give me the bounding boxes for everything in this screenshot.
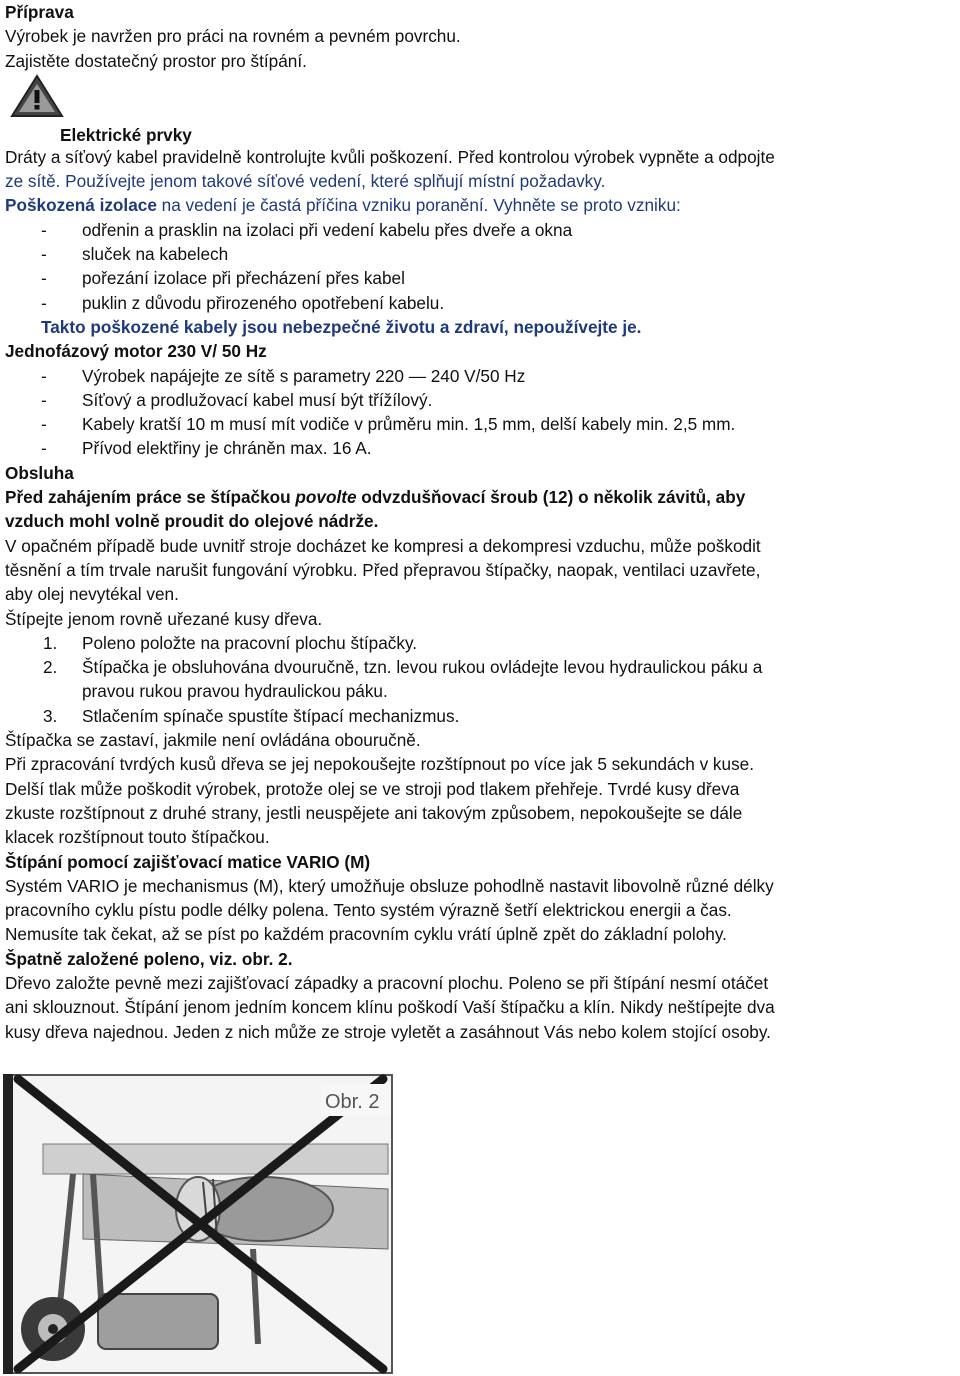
list-item: - sluček na kabelech [41, 244, 229, 265]
text-line: Dráty a síťový kabel pravidelně kontrolujte kvůli poškození. Před kontrolou výrobek vypněte a odpojte [5, 146, 775, 167]
numbered-step: pravou rukou pravou hydraulickou páku. [82, 681, 388, 702]
text-line: ani sklouznout. Štípání jenom jedním koncem klínu poškodí Vaší štípačku a klín. Nikdy neštípejte dva [5, 997, 775, 1018]
list-item: - Přívod elektřiny je chráněn max. 16 A. [41, 438, 372, 459]
bold-instruction: vzduch mohl volně proudit do olejové nádrže. [5, 511, 379, 532]
text-line: ze sítě. Používejte jenom takové síťové vedení, které splňují místní požadavky. [5, 171, 606, 192]
list-item: - pořezání izolace při přecházení přes kabel [41, 268, 405, 289]
text-line: V opačném případě bude uvnitř stroje docházet ke kompresi a dekompresi vzduchu, může poškodit [5, 535, 761, 556]
izolace-line [5, 193, 955, 217]
numbered-step: 1. Poleno položte na pracovní plochu štípačky. [43, 632, 418, 653]
text-line: zkuste rozštípnout z druhé strany, jestli neuspějete ani takovým způsobem, nepokoušejte se dále [5, 802, 743, 823]
bold-instruction: Před zahájením práce se štípačkou povolte odvzdušňovací šroub (12) o několik závitů, aby [5, 487, 746, 508]
text-line: Štípejte jenom rovně uřezané kusy dřeva. [5, 608, 323, 629]
list-item: - puklin z důvodu přirozeného opotřebení kabelu. [41, 292, 445, 313]
numbered-step: 3. Stlačením spínače spustíte štípací mechanizmus. [43, 705, 460, 726]
izolace-bold: Poškozená izolace [5, 195, 157, 216]
text-line: Dřevo založte pevně mezi zajišťovací západky a pracovní plochu. Poleno se při štípání nesmí otáčet [5, 972, 769, 993]
list-item: - Kabely kratší 10 m musí mít vodiče v průměru min. 1,5 mm, delší kabely min. 2,5 mm. [41, 414, 736, 435]
text-line: klacek rozštípnout touto štípačkou. [5, 827, 270, 848]
text-line: Výrobek je navržen pro práci na rovném a pevném povrchu. [5, 26, 461, 47]
wood-splitter-figure [3, 1074, 393, 1374]
danger-warning: Takto poškozené kabely jsou nebezpečné životu a zdraví, nepoužívejte je. [41, 316, 642, 337]
numbered-step: 2. Štípačka je obsluhována dvouručně, tzn. levou rukou ovládejte levou hydraulickou páku a [43, 657, 763, 678]
section-heading-electrical: Elektrické prvky [60, 124, 192, 145]
section-heading-motor: Jednofázový motor 230 V/ 50 Hz [5, 341, 267, 362]
section-heading-obsluha: Obsluha [5, 462, 74, 483]
text-line: těsnění a tím trvale narušit fungování výrobku. Před přepravou štípačky, naopak, ventilaci uzavřete, [5, 559, 761, 580]
list-item: - Síťový a prodlužovací kabel musí být třížílový. [41, 389, 433, 410]
text-line: Nemusíte tak čekat, až se píst po každém pracovním cyklu vrátí úplně zpět do základní polohy. [5, 924, 727, 945]
section-heading-spatne: Špatně založené poleno, viz. obr. 2. [5, 948, 293, 969]
text-line: aby olej nevytékal ven. [5, 584, 179, 605]
section-heading-priprava: Příprava [5, 2, 74, 22]
text-line: kusy dřeva najednou. Jeden z nich může ze stroje vyletět a zasáhnout Vás nebo kolem stojící osoby. [5, 1021, 771, 1042]
text-line: Při zpracování tvrdých kusů dřeva se jej nepokoušejte rozštípnout po více jak 5 sekundách v kuse. [5, 754, 755, 775]
document-page [5, 0, 955, 1044]
electrical-heading-row [5, 103, 955, 145]
text-line: Systém VARIO je mechanismus (M), který umožňuje obsluze pohodlně nastavit libovolně různé délky [5, 875, 774, 896]
text-line: Zajistěte dostatečný prostor pro štípání. [5, 50, 307, 71]
list-item: - odřenin a prasklin na izolaci při vedení kabelu přes dveře a okna [41, 219, 573, 240]
list-item: - Výrobek napájejte ze sítě s parametry 220 — 240 V/50 Hz [41, 365, 526, 386]
text-line: Delší tlak může poškodit výrobek, protože olej se ve stroji pod tlakem přehřeje. Tvrdé kusy dřeva [5, 778, 740, 799]
izolace-text: na vedení je častá příčina vzniku poranění. Vyhněte se proto vzniku: [156, 195, 681, 216]
text-line: pracovního cyklu pístu podle délky polena. Tento systém výrazně šetří elektrickou energii a čas. [5, 900, 732, 921]
warning-triangle-icon [10, 73, 64, 119]
figure-label: Obr. 2 [325, 1091, 380, 1113]
text-line: Štípačka se zastaví, jakmile není ovládána obouručně. [5, 730, 421, 751]
section-heading-vario: Štípání pomocí zajišťovací matice VARIO (M) [5, 851, 371, 872]
